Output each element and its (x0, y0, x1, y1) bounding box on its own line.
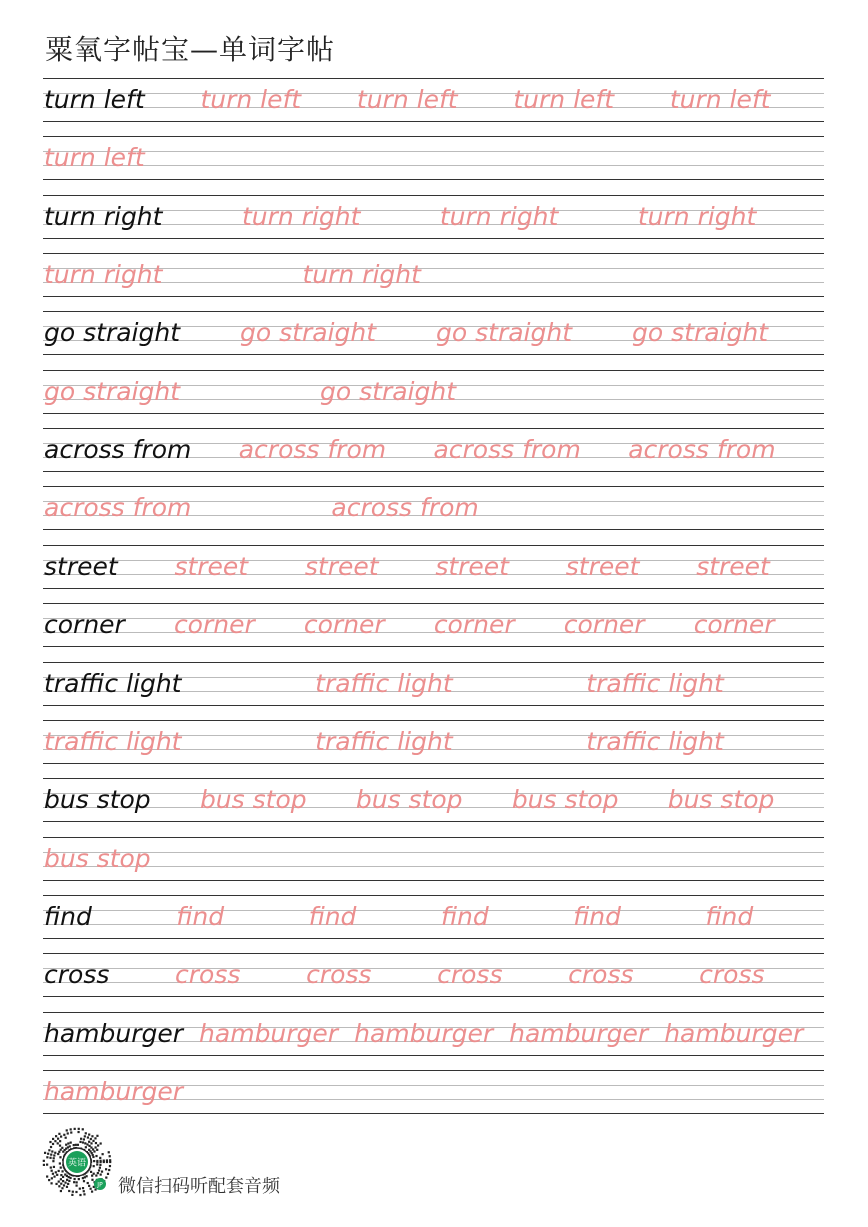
guide-line (43, 662, 824, 663)
page-title: 粟氧字帖宝—单词字帖 (45, 33, 336, 66)
qr-dot (60, 1178, 62, 1180)
qr-dot (88, 1185, 90, 1187)
qr-dot (58, 1151, 60, 1153)
qr-dot (84, 1135, 86, 1137)
qr-dot (101, 1171, 103, 1173)
qr-dot (50, 1146, 52, 1148)
guide-line (43, 778, 824, 779)
trace-word: traffic light (315, 668, 453, 698)
qr-dot (50, 1182, 52, 1184)
qr-dot (75, 1184, 77, 1186)
example-word: traffic light (44, 668, 182, 698)
trace-word: hamburger (509, 1018, 649, 1048)
trace-word: bus stop (44, 843, 151, 873)
qr-dot (77, 1131, 79, 1133)
practice-row (43, 895, 824, 939)
guide-line (43, 545, 824, 546)
qr-dot (65, 1137, 67, 1139)
trace-word: turn right (241, 201, 361, 231)
qr-dot (67, 1132, 69, 1134)
example-word: find (44, 901, 92, 931)
qr-dot (70, 1141, 72, 1143)
qr-dot (61, 1187, 63, 1189)
trace-word: turn right (439, 201, 559, 231)
guide-line (43, 866, 824, 867)
qr-dot (71, 1194, 73, 1196)
guide-line (43, 1070, 824, 1071)
qr-dot (69, 1145, 71, 1147)
trace-word: corner (693, 610, 775, 640)
qr-dot (58, 1170, 60, 1172)
qr-dot (90, 1171, 92, 1173)
qr-dot (100, 1142, 102, 1144)
trace-word: across from (44, 493, 192, 523)
qr-dot (69, 1177, 71, 1179)
example-word: go straight (44, 318, 180, 348)
trace-word: turn left (513, 85, 615, 114)
qr-dot (49, 1157, 51, 1159)
word-line (44, 1016, 803, 1056)
guide-line (43, 151, 824, 152)
qr-dot (66, 1186, 68, 1188)
qr-dot (90, 1188, 92, 1190)
trace-word: corner (563, 610, 645, 640)
qr-dot (92, 1148, 94, 1150)
trace-word: find (573, 901, 621, 931)
trace-word: traffic light (586, 726, 724, 756)
qr-dot (53, 1154, 55, 1156)
qr-dot (52, 1143, 54, 1145)
word-line (44, 82, 770, 122)
qr-dot (93, 1160, 95, 1162)
qr-dot (63, 1184, 65, 1186)
qr-dot (61, 1147, 63, 1149)
qr-dot (83, 1138, 85, 1140)
guide-line (43, 78, 824, 79)
qr-dot (85, 1132, 87, 1134)
trace-word: find (705, 901, 754, 931)
guide-line (43, 895, 824, 896)
word-line (44, 666, 724, 706)
trace-word: hamburger (664, 1018, 804, 1048)
qr-dot (52, 1138, 54, 1140)
guide-line (43, 195, 824, 196)
qr-dot (92, 1140, 94, 1142)
practice-row (43, 486, 824, 530)
trace-word: street (435, 551, 509, 581)
qr-dot (88, 1141, 90, 1143)
qr-dot (46, 1175, 48, 1177)
qr-dot (94, 1146, 96, 1148)
word-line (44, 315, 768, 355)
qr-dot (54, 1152, 56, 1154)
example-word: bus stop (44, 785, 151, 815)
practice-row (43, 1012, 824, 1056)
qr-dot (109, 1165, 111, 1167)
guide-line (43, 136, 824, 137)
qr-dot (87, 1182, 89, 1184)
qr-dot (52, 1160, 54, 1162)
guide-line (43, 428, 824, 429)
example-word: across from (44, 435, 192, 465)
qr-dot (66, 1179, 68, 1181)
qr-dot (80, 1138, 82, 1140)
example-word: turn left (44, 85, 145, 114)
qr-dot (99, 1160, 101, 1162)
qr-dot (92, 1156, 94, 1158)
trace-word: go straight (632, 318, 768, 348)
qr-dot (43, 1164, 45, 1166)
qr-dot (51, 1177, 53, 1179)
qr-dot (63, 1134, 65, 1136)
qr-dot (51, 1150, 53, 1152)
qr-dot (99, 1167, 101, 1169)
guide-line (43, 253, 824, 254)
practice-row (43, 370, 824, 414)
practice-row (43, 603, 824, 647)
practice-row (43, 720, 824, 764)
guide-line (43, 1012, 824, 1013)
practice-row (43, 311, 824, 355)
qr-dot (58, 1133, 60, 1135)
trace-word: bus stop (511, 785, 619, 815)
qr-dot (50, 1166, 52, 1168)
qr-dot (59, 1156, 61, 1158)
trace-word: go straight (320, 376, 456, 406)
qr-dot (53, 1157, 55, 1159)
qr-dot (91, 1135, 93, 1137)
word-line (44, 432, 776, 472)
qr-dot (108, 1169, 110, 1171)
qr-badge-label: 英语 (67, 1158, 87, 1169)
qr-dot (90, 1138, 92, 1140)
qr-dot (79, 1141, 81, 1143)
practice-row (43, 136, 824, 180)
qr-dot (93, 1165, 95, 1167)
trace-word: find (176, 901, 225, 931)
qr-dot (96, 1160, 98, 1162)
qr-dot (82, 1187, 84, 1189)
qr-dot (67, 1183, 69, 1185)
qr-dot (54, 1140, 56, 1142)
practice-row (43, 253, 824, 297)
trace-word: cross (175, 960, 241, 990)
trace-word: hamburger (354, 1018, 494, 1048)
trace-word: turn left (44, 143, 145, 173)
trace-word: street (174, 551, 249, 581)
qr-dot (57, 1138, 59, 1140)
trace-word: find (440, 901, 489, 931)
word-line (44, 782, 774, 822)
qr-dot (79, 1188, 81, 1190)
practice-row (43, 953, 824, 997)
qr-dot (93, 1173, 95, 1175)
qr-dot (75, 1191, 77, 1193)
word-line (44, 1074, 183, 1114)
qr-dot (84, 1176, 86, 1178)
guide-line (43, 165, 824, 166)
qr-dot (56, 1174, 58, 1176)
qr-dot (99, 1164, 101, 1166)
qr-dot (46, 1156, 48, 1158)
trace-word: across from (331, 493, 479, 523)
qr-dot (47, 1153, 49, 1155)
word-line (44, 374, 456, 414)
qr-dot (106, 1159, 108, 1161)
qr-dot (99, 1157, 101, 1159)
trace-word: find (308, 901, 357, 931)
example-word: cross (44, 960, 110, 990)
trace-word: cross (568, 960, 634, 990)
qr-dot (61, 1170, 63, 1172)
qr-dot (78, 1178, 80, 1180)
trace-word: bus stop (199, 785, 307, 815)
trace-word: go straight (436, 318, 572, 348)
trace-word: traffic light (586, 668, 724, 698)
qr-dot (58, 1185, 60, 1187)
qr-dot (82, 1177, 84, 1179)
qr-dot (83, 1193, 85, 1195)
qr-dot (83, 1190, 85, 1192)
word-line (44, 841, 151, 881)
qr-dot (72, 1191, 74, 1193)
qr-dot (64, 1182, 66, 1184)
trace-word: across from (238, 435, 387, 465)
guide-line (43, 603, 824, 604)
trace-word: turn right (637, 201, 757, 231)
qr-dot (60, 1135, 62, 1137)
trace-word: hamburger (44, 1076, 184, 1106)
example-word: corner (44, 610, 125, 640)
qr-dot (95, 1142, 97, 1144)
trace-word: turn right (44, 260, 163, 290)
qr-dot (94, 1188, 96, 1190)
qr-dot (46, 1164, 48, 1166)
practice-row (43, 545, 824, 589)
qr-dot (102, 1153, 104, 1155)
qr-dot (108, 1151, 110, 1153)
trace-word: corner (303, 610, 385, 640)
qr-dot (66, 1129, 68, 1131)
example-word: street (44, 551, 118, 581)
qr-dot (60, 1166, 62, 1168)
qr-dot (57, 1153, 59, 1155)
guide-line (43, 720, 824, 721)
qr-dot (68, 1180, 70, 1182)
qr-dot (96, 1163, 98, 1165)
word-line (44, 257, 421, 297)
qr-dot (65, 1144, 67, 1146)
qr-dot (49, 1141, 51, 1143)
qr-dot (100, 1173, 102, 1175)
guide-line (43, 486, 824, 487)
qr-dot (55, 1135, 57, 1137)
qr-dot (68, 1190, 70, 1192)
qr-dot (59, 1145, 61, 1147)
qr-dot (70, 1131, 72, 1133)
word-line (44, 957, 765, 997)
guide-line (43, 852, 824, 853)
qr-dot (94, 1137, 96, 1139)
trace-word: bus stop (355, 785, 463, 815)
qr-dot (59, 1140, 61, 1142)
qr-dot (84, 1142, 86, 1144)
trace-word: go straight (44, 376, 180, 406)
qr-dot (93, 1150, 95, 1152)
trace-word: go straight (240, 318, 376, 348)
qr-dot (88, 1133, 90, 1135)
trace-word: turn left (669, 85, 771, 114)
guide-line (43, 837, 824, 838)
qr-dot (53, 1175, 55, 1177)
qr-dot (51, 1170, 53, 1172)
qr-dot (67, 1142, 69, 1144)
guide-line (43, 953, 824, 954)
practice-row (43, 78, 824, 122)
qr-dot (85, 1146, 87, 1148)
trace-word: across from (433, 435, 581, 465)
word-line (44, 490, 479, 530)
qr-dot (76, 1181, 78, 1183)
word-line (44, 607, 775, 647)
qr-dot (83, 1180, 85, 1182)
qr-dot (73, 1181, 75, 1183)
qr-dot (52, 1173, 54, 1175)
trace-word: corner (433, 610, 515, 640)
footer-caption: 微信扫码听配套音频 (118, 1176, 280, 1197)
qr-dot (74, 1128, 76, 1130)
qr-dot (74, 1178, 76, 1180)
qr-dot (92, 1154, 94, 1156)
qr-dot (60, 1183, 62, 1185)
practice-row (43, 428, 824, 472)
qr-dot (107, 1173, 109, 1175)
example-word: turn right (44, 201, 163, 231)
word-line (44, 899, 753, 939)
qr-dot (82, 1128, 84, 1130)
qr-dot (43, 1160, 45, 1162)
qr-dot (78, 1128, 80, 1130)
trace-word: street (565, 551, 640, 581)
qr-dot (55, 1183, 57, 1185)
qr-dot (70, 1128, 72, 1130)
trace-word: turn left (200, 85, 302, 114)
qr-dot (48, 1149, 50, 1151)
practice-row (43, 195, 824, 239)
qr-dot (57, 1142, 59, 1144)
word-line (44, 140, 145, 180)
word-line (44, 199, 756, 239)
qr-dot (58, 1181, 60, 1183)
qr-dot (97, 1172, 99, 1174)
qr-dot (64, 1173, 66, 1175)
qr-dot (55, 1171, 57, 1173)
qr-dot (87, 1136, 89, 1138)
practice-row (43, 778, 824, 822)
qr-dot (77, 1144, 79, 1146)
qr-dot (105, 1176, 107, 1178)
qr-dot (103, 1159, 105, 1161)
example-word: hamburger (44, 1018, 184, 1048)
qr-dot (109, 1159, 111, 1161)
qr-dot (97, 1144, 99, 1146)
qr-dot (95, 1155, 97, 1157)
trace-word: traffic light (44, 726, 182, 756)
qr-dot (62, 1180, 64, 1182)
word-line (44, 724, 724, 764)
trace-word: across from (628, 435, 776, 465)
guide-line (43, 880, 824, 881)
trace-word: corner (173, 610, 255, 640)
trace-word: cross (306, 960, 372, 990)
qr-dot (86, 1143, 88, 1145)
qr-dot (44, 1152, 46, 1154)
practice-row (43, 1070, 824, 1114)
qr-dot (91, 1190, 93, 1192)
practice-row (43, 662, 824, 706)
qr-dot (96, 1135, 98, 1137)
guide-line (43, 311, 824, 312)
qr-dot (91, 1179, 93, 1181)
qr-dot (60, 1190, 62, 1192)
qr-code-icon[interactable] (40, 1125, 114, 1199)
qr-dot (95, 1174, 97, 1176)
qr-dot (53, 1166, 55, 1168)
qr-corner-label: JP (97, 1181, 103, 1189)
qr-dot (48, 1179, 50, 1181)
qr-dot (91, 1175, 93, 1177)
qr-dot (75, 1144, 77, 1146)
trace-word: turn right (302, 260, 421, 290)
qr-dot (82, 1141, 84, 1143)
word-line (44, 549, 770, 589)
practice-row (43, 837, 824, 881)
trace-word: cross (699, 960, 765, 990)
qr-dot (59, 1162, 61, 1164)
guide-line (43, 370, 824, 371)
trace-word: turn left (356, 85, 458, 114)
qr-dot (105, 1168, 107, 1170)
trace-word: traffic light (315, 726, 453, 756)
footer (40, 1125, 440, 1205)
guide-line (43, 179, 824, 180)
qr-dot (90, 1142, 92, 1144)
qr-dot (73, 1144, 75, 1146)
trace-word: street (304, 551, 379, 581)
trace-word: street (696, 551, 770, 581)
trace-word: bus stop (667, 785, 775, 815)
qr-dot (60, 1174, 62, 1176)
qr-dot (109, 1155, 111, 1157)
trace-word: cross (437, 960, 503, 990)
trace-word: hamburger (199, 1018, 339, 1048)
qr-dot (79, 1194, 81, 1196)
qr-dot (60, 1149, 62, 1151)
qr-dot (50, 1154, 52, 1156)
qr-dot (98, 1169, 100, 1171)
qr-dot (96, 1149, 98, 1151)
